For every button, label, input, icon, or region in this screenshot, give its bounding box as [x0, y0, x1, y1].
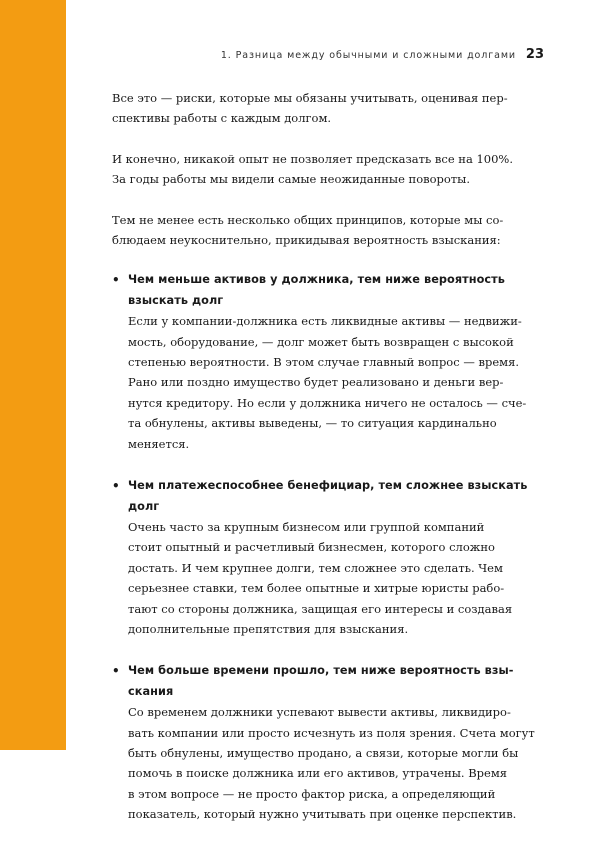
text-line: помочь в поиске должника или его активов, утрачены. Время — [128, 766, 508, 781]
text-line: Тем не менее есть несколько общих принципов, которые мы со- — [112, 212, 504, 227]
text-line: тают со стороны должника, защищая его интересы и создавая — [128, 601, 513, 616]
bullet-title — [128, 476, 528, 517]
text-line: нутся кредитору. Но если у должника ничего не осталось — сче- — [128, 395, 527, 410]
bullet-item — [112, 476, 528, 639]
bullet-item — [112, 661, 535, 824]
paragraph — [112, 88, 508, 129]
title-line: Чем больше времени прошло, тем ниже вероятность взы- — [128, 664, 514, 678]
page-number: 23 — [525, 47, 544, 62]
bullet-marker: • — [112, 479, 120, 494]
title-line: скания — [128, 684, 174, 698]
bullet-title — [128, 661, 514, 702]
text-line: Очень часто за крупным бизнесом или группой компаний — [128, 519, 485, 534]
text-line: меняется. — [128, 436, 190, 451]
text-line: серьезнее ставки, тем более опытные и хитрые юристы рабо- — [128, 581, 505, 596]
bullet-body — [128, 702, 535, 824]
text-line: Если у компании-должника есть ликвидные активы — недвижи- — [128, 314, 522, 329]
text-line: достать. И чем крупнее долги, тем сложнее это сделать. Чем — [128, 560, 503, 575]
text-line: блюдаем неукоснительно, прикидывая вероятность взыскания: — [112, 233, 501, 248]
text-line: в этом вопросе — не просто фактор риска, а определяющий — [128, 786, 496, 801]
title-line: Чем платежеспособнее бенефициар, тем сложнее взыскать — [128, 479, 528, 493]
running-head-title: 1. Разница между обычными и сложными долгами — [220, 50, 516, 61]
bullet-title — [128, 270, 505, 311]
text-line: Рано или поздно имущество будет реализовано и деньги вер- — [128, 375, 504, 390]
paragraph — [112, 210, 504, 251]
text-line: та обнулены, активы выведены, — то ситуация кардинально — [128, 416, 497, 431]
bullet-marker: • — [112, 664, 120, 679]
title-line: Чем меньше активов у должника, тем ниже вероятность — [128, 273, 505, 287]
text-line: степенью вероятности. В этом случае главный вопрос — время. — [128, 355, 519, 370]
paragraph — [112, 149, 513, 190]
bullet-body — [128, 311, 527, 454]
text-line: Со временем должники успевают вывести активы, ликвидиро- — [128, 705, 511, 720]
orange-edge-band — [0, 0, 66, 750]
text-line: мость, оборудование, — долг может быть возвращен с высокой — [128, 334, 514, 349]
text-line: За годы работы мы видели самые неожиданные повороты. — [112, 172, 470, 187]
bullet-body — [128, 517, 513, 639]
bullet-item — [112, 270, 527, 454]
text-line: вать компании или просто исчезнуть из поля зрения. Счета могут — [128, 725, 535, 740]
main-text — [112, 88, 535, 847]
text-line: спективы работы с каждым долгом. — [112, 111, 332, 126]
title-line: долг — [128, 499, 160, 513]
bullet-marker: • — [112, 273, 120, 288]
text-line: стоит опытный и расчетливый бизнесмен, которого сложно — [128, 540, 495, 555]
text-line: дополнительные препятствия для взыскания. — [128, 621, 409, 636]
text-line: быть обнулены, имущество продано, а связи, которые могли бы — [128, 745, 519, 760]
title-line: взыскать долг — [128, 293, 224, 307]
text-line: Все это — риски, которые мы обязаны учитывать, оценивая пер- — [112, 91, 508, 105]
text-line: показатель, который нужно учитывать при оценке перспектив. — [128, 807, 517, 822]
text-line: И конечно, никакой опыт не позволяет предсказать все на 100%. — [112, 151, 513, 166]
